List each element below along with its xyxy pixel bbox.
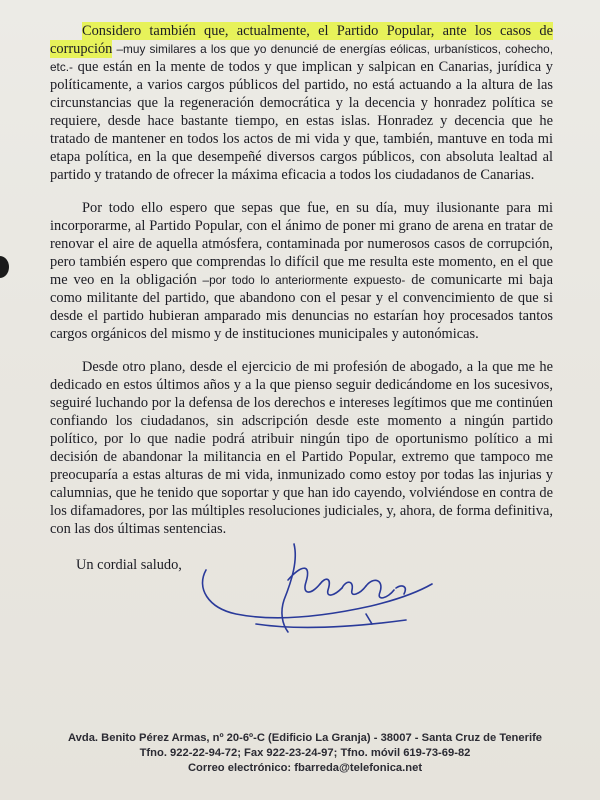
letter-body [50, 22, 553, 553]
highlighted-text: Considero también que, actualmente, el Partido Popular, ante los casos de corrupción [50, 23, 553, 57]
paragraph-2-part2: de comunicarte mi baja como militante del partido, que abandono con el pesar y el convencimiento de que si desde el partido hubieran amparado mis denuncias no estarían hoy procesados tantos cargos orgánicos del mismo y de instituciones municipales y autonómicas. [50, 272, 554, 342]
aside-text: –muy similares a los que yo denuncié de energías eólicas, urbanísticos, cohecho, etc.- [50, 42, 553, 74]
punch-hole [0, 256, 9, 278]
paragraph-2-part1: Por todo ello espero que sepas que fue, en su día, muy ilusionante para mi incorporarme, al Partido Popular, con el ánimo de poner mi grano de arena en tratar de renovar el aire de aquella atmósfera, contaminada por numerosos casos de corrupción, pero también espero que comprendas lo difícil que me resulta este momento, en el que me veo en la obligación [50, 200, 553, 288]
footer-email: Correo electrónico: fbarreda@telefonica.net [187, 762, 423, 774]
closing-line: Un cordial saludo, [76, 557, 182, 573]
paragraph-2 [50, 199, 553, 343]
paragraph-1 [50, 22, 553, 184]
letterhead-footer [40, 731, 570, 776]
paragraph-1-rest: que están en la mente de todos y que implican y salpican en Canarias, jurídica y políticamente, a varios cargos públicos del partido, no está actuando a la altura de las circunstancias que la regeneración democrática y la decencia y honradez política se requiere, desde hace bastante tiempo, en estas islas. Honradez y decencia que he tratado de mantener en todos los actos de mi vida y que, también, mantuve en toda mi etapa política, en la que desempeñé diversos cargos públicos, con absoluta lealtad al partido y tratando de ofrecer la máxima eficacia a todos los ciudadanos de Canarias. [50, 59, 553, 183]
footer-phones: Tfno. 922-22-94-72; Fax 922-23-24-97; Tfno. móvil 619-73-69-82 [139, 747, 471, 759]
footer-address: Avda. Benito Pérez Armas, nº 20-6º-C (Edificio La Granja) - 38007 - Santa Cruz de Tenerife [67, 732, 543, 744]
handwritten-signature [196, 540, 446, 640]
aside-text: –por todo lo anteriormente expuesto- [196, 273, 406, 287]
paragraph-3: Desde otro plano, desde el ejercicio de mi profesión de abogado, a la que me he dedicado en estos últimos años y a la que pienso seguir dedicándome en los sucesivos, seguiré luchando por la defensa de los derechos e intereses legítimos que me continúen confiando los ciudadanos, sin adscripción desde este momento a ningún partido político, por lo que nadie podrá atribuir ningún tipo de oportunismo político a mi decisión de abandonar la militancia en el Partido Popular, extremo que tampoco me preocuparía a estas alturas de mi vida, inmunizado como estoy por todas las injurias y calumnias, que he tenido que soportar y que han ido cayendo, volviéndose en contra de los difamadores, por las múltiples resoluciones judiciales, y, ahora, de forma definitiva, con las dos últimas sentencias. [50, 359, 553, 537]
